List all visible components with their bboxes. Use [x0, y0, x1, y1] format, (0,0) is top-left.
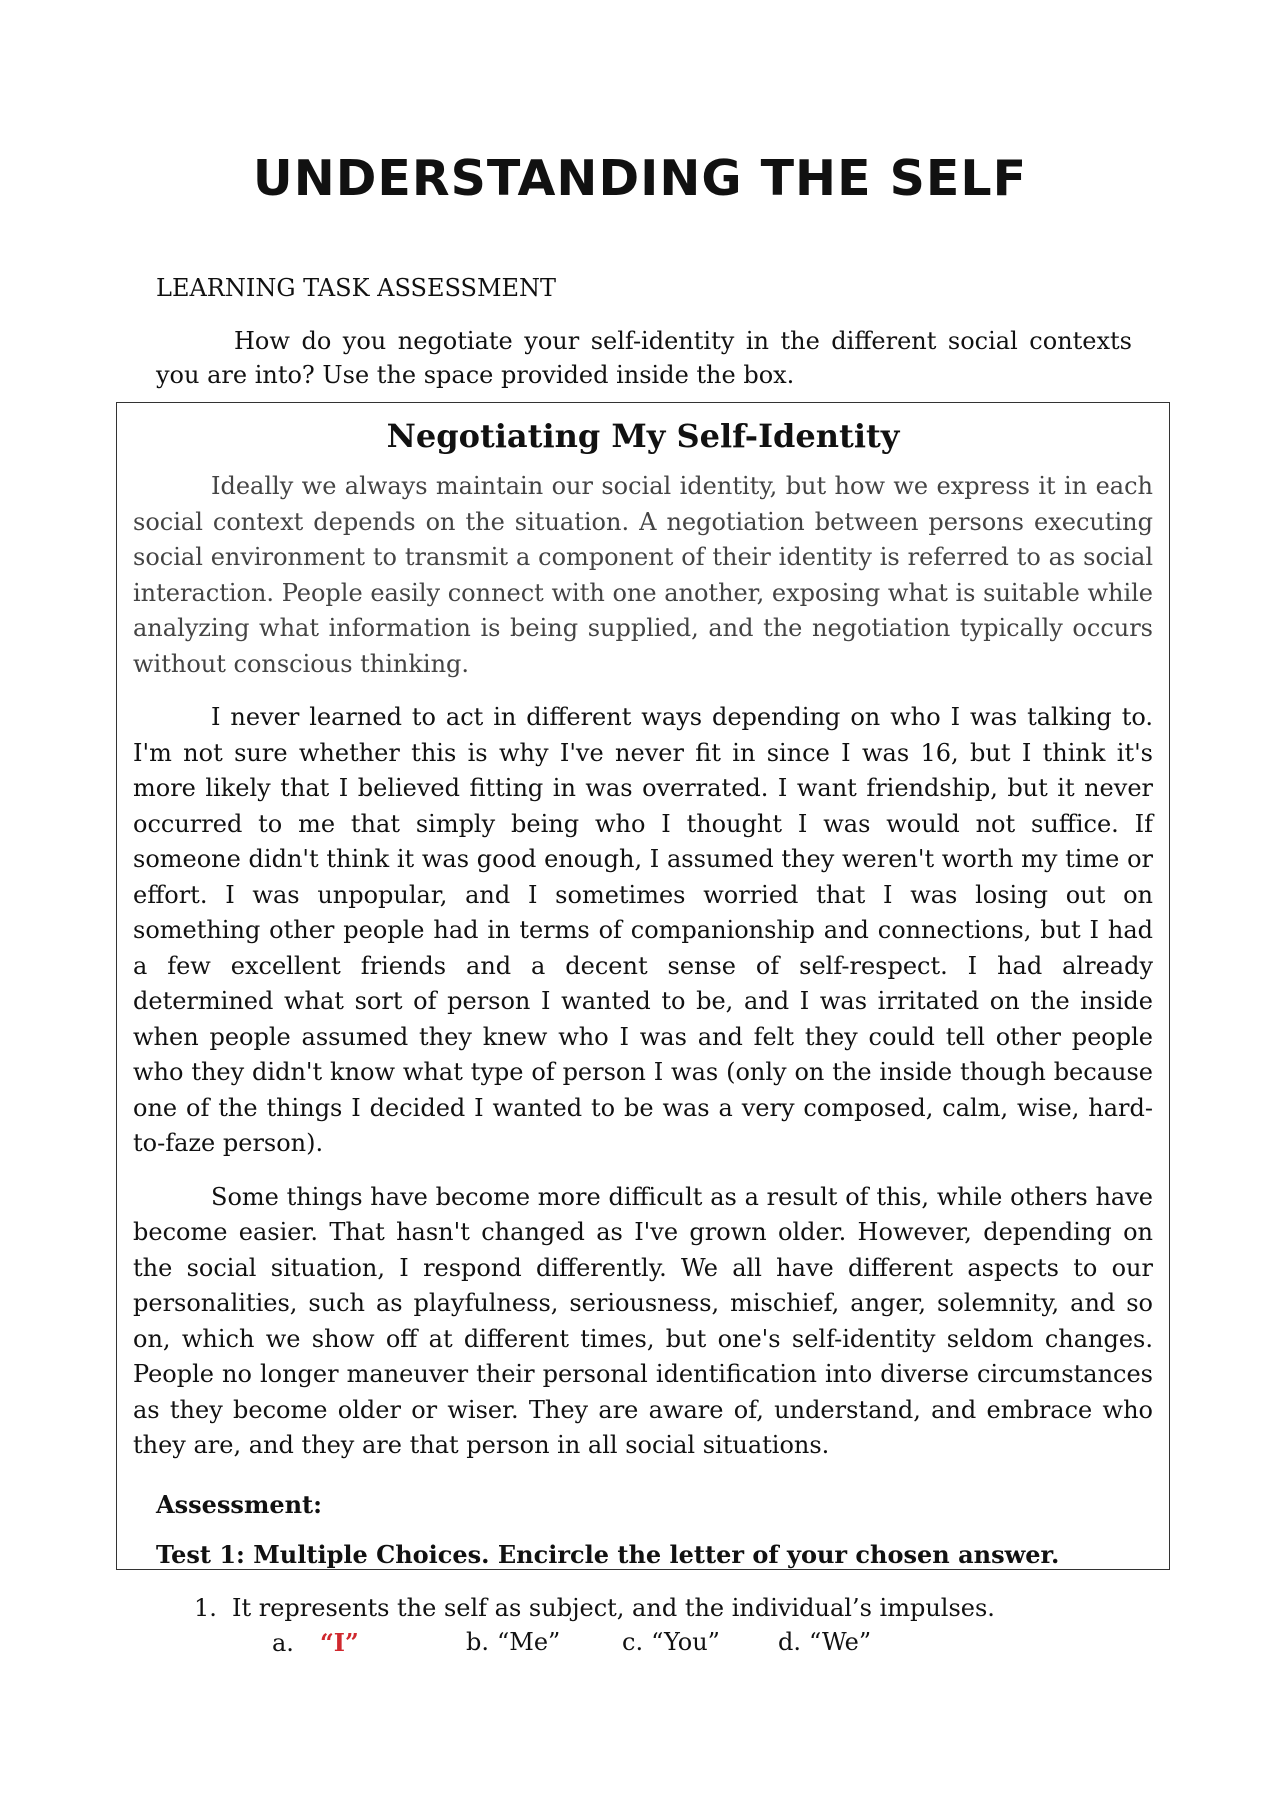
- assessment-heading: Assessment:: [156, 1490, 322, 1519]
- choice-text: “Me”: [497, 1628, 561, 1656]
- question-1: [194, 1594, 995, 1622]
- choice-letter: c.: [622, 1628, 644, 1656]
- answer-choices: [272, 1628, 972, 1662]
- choice-d[interactable]: [778, 1628, 871, 1656]
- choice-c[interactable]: [622, 1628, 720, 1656]
- question-number: 1.: [194, 1594, 217, 1622]
- question-text: It represents the self as subject, and the individual’s impulses.: [232, 1594, 995, 1622]
- choice-b[interactable]: [466, 1628, 560, 1656]
- choice-a[interactable]: [272, 1628, 359, 1657]
- essay-paragraph-1: Ideally we always maintain our social identity, but how we express it in each social context depends on the situation. A negotiation between persons executing social environment to transmit a component of their identity is referred to as social interaction. People easily connect with one another, exposing what is suitable while analyzing what information is being supplied, and the negotiation typically occurs without conscious thinking.: [133, 472, 1153, 678]
- essay-paragraph-3: Some things have become more difficult as a result of this, while others have become easier. That hasn't changed as I've grown older. However, depending on the social situation, I respond differently. We all have different aspects to our personalities, such as playfulness, seriousness, mischief, anger, solemnity, and so on, which we show off at different times, but one's self-identity seldom changes. People no longer maneuver their personal identification into diverse circumstances as they become older or wiser. They are aware of, understand, and embrace who they are, and they are that person in all social situations.: [133, 1182, 1153, 1459]
- intro-prompt: How do you negotiate your self-identity in the different social contexts you are into? Use the space provided inside the box.: [156, 327, 1132, 389]
- choice-text: “You”: [651, 1628, 720, 1656]
- choice-letter: b.: [466, 1628, 489, 1656]
- essay-paragraph-2: I never learned to act in different ways depending on who I was talking to. I'm not sure whether this is why I've never fit in since I was 16, but I think it's more likely that I believed fitting in was overrated. I want friendship, but it never occurred to me that simply being who I thought I was would not suffice. If someone didn't think it was good enough, I assumed they weren't worth my time or effort. I was unpopular, and I sometimes worried that I was losing out on something other people had in terms of companionship and connections, but I had a few excellent friends and a decent sense of self-respect. I had already determined what sort of person I wanted to be, and I was irritated on the inside when people assumed they knew who I was and felt they could tell other people who they didn't know what type of person I was (only on the inside though because one of the things I decided I wanted to be was a very composed, calm, wise, hard-to-faze person).: [133, 703, 1153, 1157]
- test-heading: Test 1: Multiple Choices. Encircle the letter of your chosen answer.: [156, 1540, 1060, 1569]
- box-title: Negotiating My Self-Identity: [386, 417, 900, 455]
- choice-letter: d.: [778, 1628, 801, 1656]
- answer-box: [116, 402, 1170, 1570]
- essay-body: [133, 469, 1153, 1482]
- choice-text-selected: “I”: [319, 1628, 359, 1657]
- document-title: UNDERSTANDING THE SELF: [252, 150, 1028, 207]
- section-label: LEARNING TASK ASSESSMENT: [156, 274, 557, 302]
- choice-text: “We”: [809, 1628, 872, 1656]
- choice-letter: a.: [272, 1629, 294, 1657]
